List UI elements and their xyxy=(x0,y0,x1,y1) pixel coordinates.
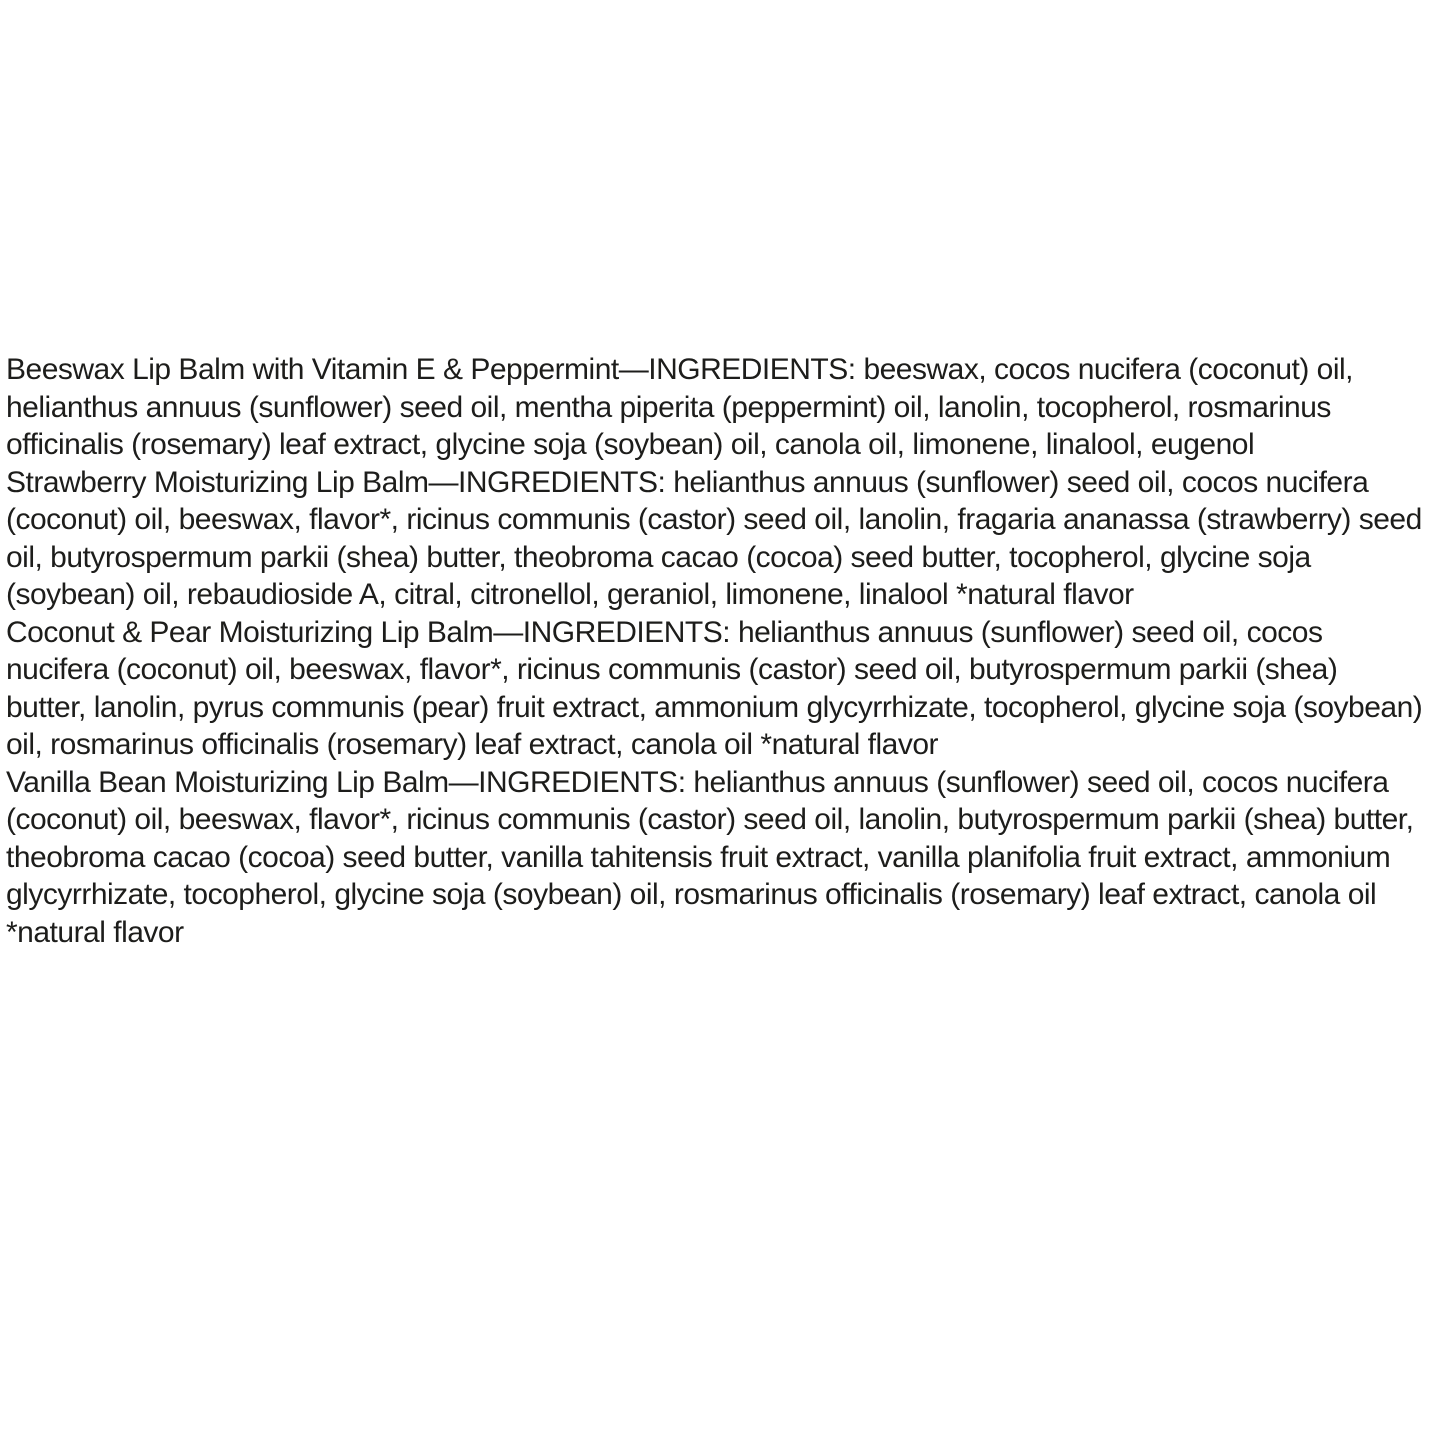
product-paragraph-strawberry xyxy=(6,464,1425,614)
product-name: Coconut & Pear Moisturizing Lip Balm xyxy=(6,615,494,649)
em-dash: — xyxy=(493,615,523,649)
ingredients-list: helianthus annuus (sunflower) seed oil, cocos nucifera (coconut) oil, beeswax, flavor*, ricinus communis (castor) seed oil, butyrospermum parkii (shea) butter, lanolin, pyrus communis (pear) fruit extract, ammonium glycyrrhizate, tocopherol, glycine soja (soybean) oil, rosmarinus officinalis (rosemary) leaf extract, canola oil *natural flavor xyxy=(6,615,1423,761)
product-name: Vanilla Bean Moisturizing Lip Balm xyxy=(6,765,449,799)
ingredients-heading: INGREDIENTS: xyxy=(648,353,856,386)
em-dash: — xyxy=(428,465,458,499)
ingredients-list: helianthus annuus (sunflower) seed oil, cocos nucifera (coconut) oil, beeswax, flavor*, ricinus communis (castor) seed oil, lanolin, fragaria ananassa (strawberry) seed oil, butyrospermum parkii (shea) butter, theobroma cacao (cocoa) seed butter, tocopherol, glycine soja (soybean) oil, rebaudioside A, citral, citronellol, geraniol, limonene, linalool *natural flavor xyxy=(6,465,1422,611)
product-paragraph-coconut-pear xyxy=(6,614,1425,764)
ingredients-list: beeswax, cocos nucifera (coconut) oil, helianthus annuus (sunflower) seed oil, mentha piperita (peppermint) oil, lanolin, tocopherol, rosmarinus officinalis (rosemary) leaf extract, glycine soja (soybean) oil, canola oil, limonene, linalool, eugenol xyxy=(6,353,1354,461)
ingredients-heading: INGREDIENTS: xyxy=(478,765,686,799)
product-paragraph-beeswax-peppermint xyxy=(6,351,1425,464)
ingredients-text-block xyxy=(6,351,1425,951)
product-name: Beeswax Lip Balm with Vitamin E & Peppermint xyxy=(6,353,619,386)
product-name: Strawberry Moisturizing Lip Balm xyxy=(6,465,429,499)
product-paragraph-vanilla-bean xyxy=(6,764,1425,952)
ingredients-heading: INGREDIENTS: xyxy=(522,615,731,649)
em-dash: — xyxy=(448,765,479,799)
ingredients-heading: INGREDIENTS: xyxy=(457,465,666,499)
ingredients-list: helianthus annuus (sunflower) seed oil, cocos nucifera (coconut) oil, beeswax, flavor*, ricinus communis (castor) seed oil, lanolin, butyrospermum parkii (shea) butter, theobroma cacao (cocoa) seed butter, vanilla tahitensis fruit extract, vanilla planifolia fruit extract, ammonium glycyrrhizate, tocopherol, glycine soja (soybean) oil, rosmarinus officinalis (rosemary) leaf extract, canola oil *natural flavor xyxy=(6,765,1414,949)
em-dash: — xyxy=(618,353,649,386)
